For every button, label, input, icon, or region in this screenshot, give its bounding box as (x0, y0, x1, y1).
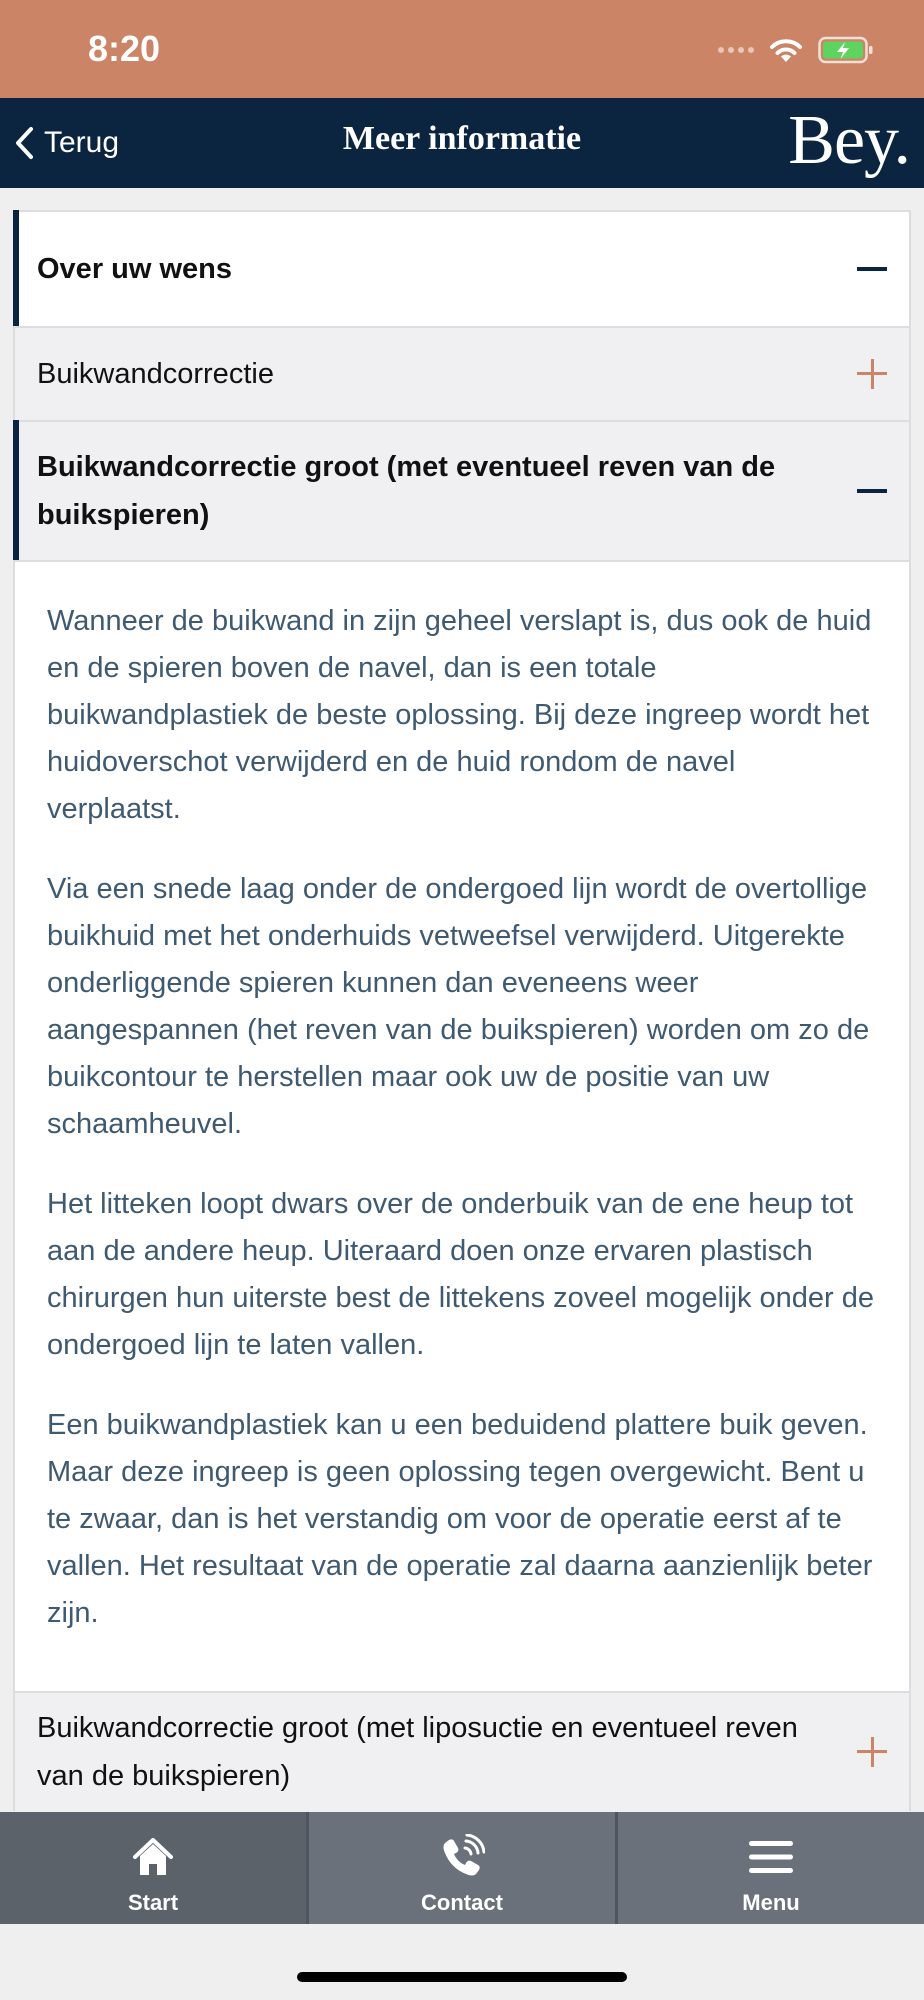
status-time: 8:20 (88, 28, 161, 69)
accordion-item-buikwandcorrectie-groot[interactable] (13, 420, 911, 560)
accordion-active-indicator (13, 210, 19, 326)
collapse-minus-icon (857, 254, 887, 284)
hamburger-menu-icon (748, 1837, 794, 1877)
expand-plus-icon (857, 1737, 887, 1767)
accordion-label: Buikwandcorrectie (37, 358, 274, 390)
accordion-label: Buikwandcorrectie groot (met eventueel reven van de buikspieren) (37, 451, 776, 531)
wifi-icon (768, 36, 804, 64)
status-icons (718, 32, 874, 68)
content-paragraph: Een buikwandplastiek kan u een beduidend plattere buik geven. Maar deze ingreep is geen oplossing tegen overgewicht. Bent u te zwaar, dan is het verstandig om voor de operatie eerst af te vallen. Het resultaat van de operatie zal daarna aanzienlijk beter zijn. (47, 1409, 873, 1629)
tab-label: Start (127, 1890, 179, 1915)
accordion-item-buikwandcorrectie[interactable] (13, 326, 911, 420)
tab-contact[interactable] (306, 1812, 615, 1924)
accordion-header-over-uw-wens[interactable] (13, 210, 911, 326)
tab-bar (0, 1812, 924, 1924)
accordion-panel-content (13, 560, 911, 1691)
content-paragraph: Via een snede laag onder de ondergoed lijn wordt de overtollige buikhuid met het onderhuids vetweefsel verwijderd. Uitgerekte onderliggende spieren kunnen dan eveneens weer aangespannen (het reven van de buikspieren) worden om zo de buikcontour te herstellen maar ook uw de positie van uw schaamheuvel. (47, 873, 870, 1140)
cellular-signal-icon (718, 47, 754, 53)
accordion-item-buikwandcorrectie-groot-liposuctie[interactable] (13, 1691, 911, 1811)
tab-menu[interactable] (615, 1812, 924, 1924)
phone-icon (439, 1834, 485, 1880)
content-paragraph: Het litteken loopt dwars over de onderbuik van de ene heup tot aan de andere heup. Uiteraard doen onze ervaren plastisch chirurgen hun uiterste best de littekens zoveel mogelijk onder de ondergoed lijn te laten vallen. (47, 1188, 874, 1361)
accordion-active-indicator (13, 420, 19, 560)
home-icon (133, 1837, 173, 1877)
battery-charging-icon (818, 35, 874, 65)
collapse-minus-icon (857, 476, 887, 506)
tab-label: Menu (742, 1890, 800, 1915)
navigation-bar (0, 98, 924, 188)
brand-logo: Bey. (788, 102, 910, 179)
page-title: Meer informatie (342, 120, 582, 157)
content-paragraph: Wanneer de buikwand in zijn geheel verslapt is, dus ook de huid en de spieren boven de navel, dan is een totale buikwandplastiek de beste oplossing. Bij deze ingreep wordt het huidoverschot verwijderd en de huid rondom de navel verplaatst. (47, 605, 872, 825)
tab-label: Contact (421, 1890, 503, 1915)
accordion-label: Over uw wens (37, 253, 233, 285)
home-indicator[interactable] (297, 1972, 627, 1982)
back-label: Terug (44, 126, 120, 159)
accordion (13, 210, 911, 1811)
tab-start[interactable] (0, 1812, 306, 1924)
status-bar (0, 0, 924, 98)
accordion-label: Buikwandcorrectie groot (met liposuctie en eventueel reven van de buikspieren) (37, 1712, 798, 1792)
expand-plus-icon (857, 359, 887, 389)
